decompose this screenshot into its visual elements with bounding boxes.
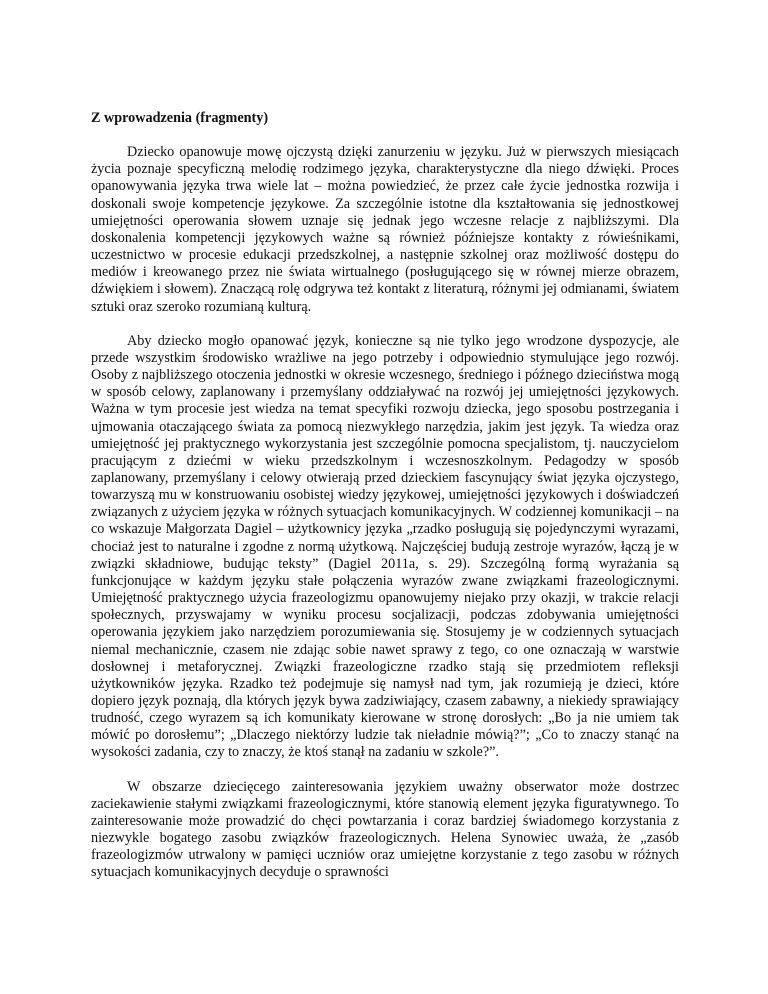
paragraph-1: Dziecko opanowuje mowę ojczystą dzięki zanurzeniu w języku. Już w pierwszych miesiącach życia poznaje specyficzną melodię rodzimego języka, charakterystyczne dla niego dźwięki. Proces opanowywania języka trwa wiele lat – można powiedzieć, że przez całe życie jednostka rozwija i doskonali swoje kompetencje językowe. Za szczególnie istotne dla kształtowania się jednostkowej umiejętności operowania słowem uznaje się jednak jego wczesne relacje z najbliższymi. Dla doskonalenia kompetencji językowych ważne są również późniejsze kontakty z rówieśnikami, uczestnictwo w procesie edukacji przedszkolnej, a następnie szkolnej oraz możliwość dostępu do mediów i kreowanego przez nie świata wirtualnego (posługującego się w równej mierze obrazem, dźwiękiem i słowem). Znaczącą rolę odgrywa też kontakt z literaturą, różnymi jej odmianami, światem sztuki oraz szeroko rozumianą kulturą. — [91, 144, 679, 315]
paragraph-3: W obszarze dziecięcego zainteresowania językiem uważny obserwator może dostrzec zaciekawienie stałymi związkami frazeologicznymi, które stanowią element języka figuratywnego. To zainteresowanie może prowadzić do chęci powtarzania i coraz bardziej świadomego korzystania z niezwykle bogatego zasobu związków frazeologicznych. Helena Synowiec uważa, że „zasób frazeologizmów utrwalony w pamięci uczniów oraz umiejętne korzystanie z tego zasobu w różnych sytuacjach komunikacyjnych decyduje o sprawności — [91, 778, 679, 881]
document-body — [91, 110, 679, 899]
section-heading: Z wprowadzenia (fragmenty) — [91, 110, 269, 126]
paragraph-2: Aby dziecko mogło opanować język, konieczne są nie tylko jego wrodzone dyspozycje, ale przede wszystkim środowisko wrażliwe na jego potrzeby i odpowiednio stymulujące jego rozwój. Osoby z najbliższego otoczenia jednostki w okresie wczesnego, średniego i późnego dzieciństwa mogą w sposób celowy, zaplanowany i przemyślany oddziaływać na rozwój jej umiejętności językowych. Ważna w tym procesie jest wiedza na temat specyfiki rozwoju dziecka, jego sposobu postrzegania i ujmowania otaczającego świata za pomocą niezwykłego narzędzia, jakim jest język. Ta wiedza oraz umiejętność jej praktycznego wykorzystania jest szczególnie pomocna specjalistom, tj. nauczycielom pracującym z dziećmi w wieku przedszkolnym i wczesnoszkolnym. Pedagodzy w sposób zaplanowany, przemyślany i celowy otwierają przed dzieckiem fascynujący świat języka ojczystego, towarzyszą mu w konstruowaniu osobistej wiedzy językowej, umiejętności językowych i doświadczeń związanych z użyciem języka w różnych sytuacjach komunikacyjnych. W codziennej komunikacji – na co wskazuje Małgorzata Dagiel – użytkownicy języka „rzadko posługują się pojedynczymi wyrazami, chociaż jest to naturalne i zgodne z normą użytkową. Najczęściej budują zestroje wyrazów, łączą je w związki składniowe, budując teksty” (Dagiel 2011a, s. 29). Szczególną formą wyrażania są funkcjonujące w każdym języku stałe połączenia wyrazów zwane związkami frazeologicznymi. Umiejętność praktycznego użycia frazeologizmu opanowujemy niejako przy okazji, w trakcie relacji społecznych, przyswajamy w wyniku procesu socjalizacji, podczas zdobywania umiejętności operowania językiem jako narzędziem porozumiewania się. Stosujemy je w codziennych sytuacjach niemal mechanicznie, czasem nie zdając sobie nawet sprawy z tego, co one oznaczają w warstwie dosłownej i metaforycznej. Związki frazeologiczne rzadko stają się przedmiotem refleksji użytkowników języka. Rzadko też podejmuje się namysł nad tym, jak rozumieją je dzieci, które dopiero język poznają, dla których język bywa zadziwiający, czasem zabawny, a niekiedy sprawiający trudność, czego wyrazem są ich komunikaty kierowane w stronę dorosłych: „Bo ja nie umiem tak mówić po dorosłemu”; „Dlaczego niektórzy ludzie tak nieładnie mówią?”; „Co to znaczy stanąć na wysokości zadania, czy to znaczy, że ktoś stanął na zadaniu w szkole?”. — [91, 332, 679, 761]
